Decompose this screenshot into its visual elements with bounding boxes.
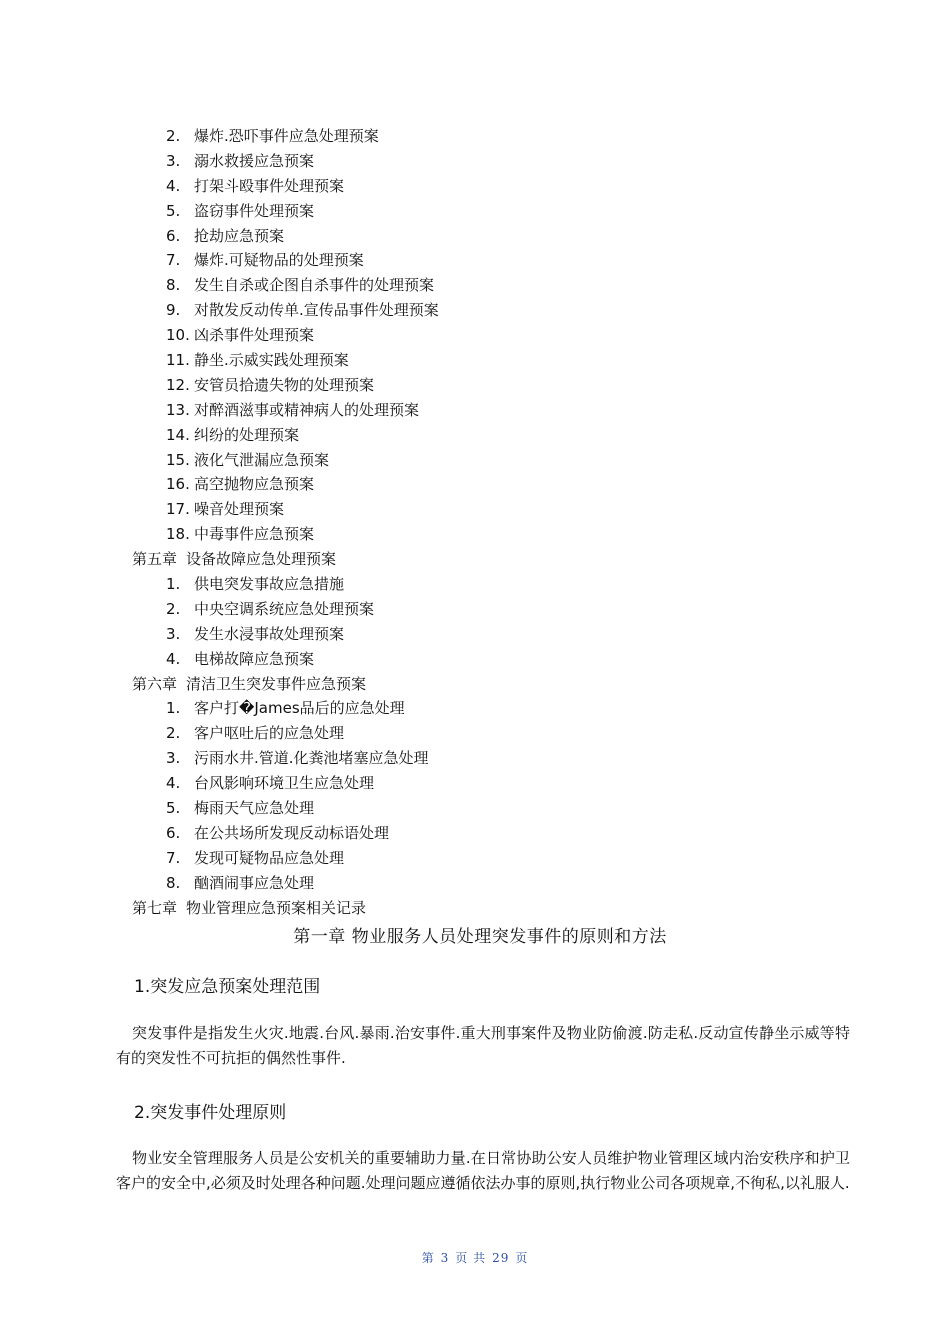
toc-item-line <box>0 323 950 348</box>
toc-item-title: 溺水救援应急预案 <box>194 151 315 170</box>
toc-item-line <box>0 572 950 597</box>
toc-item-line <box>0 174 950 199</box>
toc-item-title: 安管员拾遗失物的处理预案 <box>194 375 375 394</box>
toc-item-number: 10. <box>166 326 190 345</box>
toc-item-number: 9. <box>166 301 181 320</box>
toc-item-number: 12. <box>166 375 190 394</box>
toc-item-title: 爆炸.可疑物品的处理预案 <box>194 251 364 270</box>
toc-item-number: 5. <box>166 201 181 220</box>
toc-item-line <box>0 448 950 473</box>
toc-item-line <box>0 298 950 323</box>
toc-item-line <box>0 522 950 547</box>
toc-item-line <box>0 846 950 871</box>
toc-item-title: 打架斗殴事件处理预案 <box>194 176 345 195</box>
footer-prefix: 第 <box>421 1251 435 1265</box>
toc-item-title: 对醉酒滋事或精神病人的处理预案 <box>194 400 420 419</box>
toc-item-title: 凶杀事件处理预案 <box>194 326 315 345</box>
section-body-1: 突发事件是指发生火灾.地震.台风.暴雨.治安事件.重大刑事案件及物业防偷渡.防走私.反动宣传静坐示威等特有的突发性不可抗拒的偶然性事件. <box>116 1024 850 1067</box>
toc-item-title: 噪音处理预案 <box>194 500 285 519</box>
page-footer <box>0 1249 950 1266</box>
toc-item-line <box>0 398 950 423</box>
toc-chapter-number: 第五章 <box>132 550 178 569</box>
toc-item-number: 8. <box>166 873 181 892</box>
toc-item-line <box>0 224 950 249</box>
toc-item-number: 1. <box>166 575 181 594</box>
toc-item-title: 对散发反动传单.宣传品事件处理预案 <box>194 301 439 320</box>
toc-item-title: 电梯故障应急预案 <box>194 649 315 668</box>
toc-item-title: 中毒事件应急预案 <box>194 525 315 544</box>
toc-item-number: 7. <box>166 251 181 270</box>
toc-item-number: 2. <box>166 724 181 743</box>
toc-item-number: 17. <box>166 500 190 519</box>
section-heading-1: 1.突发应急预案处理范围 <box>134 977 321 997</box>
toc-item-title: 客户呕吐后的应急处理 <box>194 724 345 743</box>
toc-item-title: 液化气泄漏应急预案 <box>194 450 330 469</box>
toc-item-number: 5. <box>166 799 181 818</box>
toc-item-number: 16. <box>166 475 190 494</box>
toc-item-title: 客户打�James品后的应急处理 <box>194 699 405 718</box>
toc-item-line <box>0 746 950 771</box>
toc-item-title: 酗酒闹事应急处理 <box>194 873 315 892</box>
toc-item-number: 6. <box>166 823 181 842</box>
toc-item-title: 污雨水井.管道.化粪池堵塞应急处理 <box>194 749 429 768</box>
toc-item-title: 盗窃事件处理预案 <box>194 201 315 220</box>
toc-chapter-title: 设备故障应急处理预案 <box>186 550 337 569</box>
toc-item-title: 爆炸.恐吓事件应急处理预案 <box>194 127 379 145</box>
toc-item-line <box>0 647 950 672</box>
toc-item-title: 静坐.示威实践处理预案 <box>194 351 349 370</box>
toc-item-title: 纠纷的处理预案 <box>194 425 300 444</box>
footer-page-number: 3 <box>440 1251 450 1265</box>
toc-item-number: 18. <box>166 525 190 544</box>
toc-item-line <box>0 373 950 398</box>
toc-item-line <box>0 497 950 522</box>
toc-chapter-title: 物业管理应急预案相关记录 <box>186 898 367 917</box>
toc-item-title: 发生水浸事故处理预案 <box>194 624 345 643</box>
section-body-2: 物业安全管理服务人员是公安机关的重要辅助力量.在日常协助公安人员维护物业管理区域内治安秩序和护卫客户的安全中,必须及时处理各种问题.处理问题应遵循依法办事的原则,执行物业公司各项规章,不徇私,以礼服人. <box>116 1149 850 1192</box>
toc-chapter-number: 第六章 <box>132 674 178 693</box>
footer-total-pages: 29 <box>492 1251 510 1265</box>
toc-item-title: 梅雨天气应急处理 <box>194 799 315 818</box>
toc-item-title: 高空抛物应急预案 <box>194 475 315 494</box>
toc-item-title: 供电突发事故应急措施 <box>194 575 345 594</box>
chapter-title: 第一章 物业服务人员处理突发事件的原则和方法 <box>293 927 667 947</box>
toc-item-number: 3. <box>166 624 181 643</box>
toc-item-line <box>0 124 950 149</box>
toc-item-line <box>0 771 950 796</box>
toc-item-line <box>0 199 950 224</box>
toc-item-number: 15. <box>166 450 190 469</box>
toc-item-line <box>0 821 950 846</box>
toc-item-number: 2. <box>166 599 181 618</box>
footer-middle: 页 共 <box>455 1251 487 1265</box>
toc-item-line <box>0 472 950 497</box>
toc-item-line <box>0 597 950 622</box>
toc-item-number: 7. <box>166 848 181 867</box>
toc-item-title: 发生自杀或企图自杀事件的处理预案 <box>194 276 435 295</box>
toc-chapter-number: 第七章 <box>132 898 178 917</box>
toc-item-number: 14. <box>166 425 190 444</box>
toc-item-line <box>0 273 950 298</box>
toc-item-number: 4. <box>166 774 181 793</box>
toc-item-number: 2. <box>166 127 181 145</box>
toc-item-line <box>0 721 950 746</box>
toc-item-title: 发现可疑物品应急处理 <box>194 848 345 867</box>
toc-item-line <box>0 348 950 373</box>
toc-item-title: 在公共场所发现反动标语处理 <box>194 823 390 842</box>
toc-item-line <box>0 796 950 821</box>
toc-item-number: 4. <box>166 176 181 195</box>
toc-item-number: 3. <box>166 151 181 170</box>
toc-chapter-line <box>0 896 950 921</box>
toc-item-number: 13. <box>166 400 190 419</box>
toc-item-line <box>0 248 950 273</box>
table-of-contents <box>0 124 950 921</box>
footer-suffix: 页 <box>515 1251 529 1265</box>
toc-item-number: 1. <box>166 699 181 718</box>
toc-chapter-line <box>0 547 950 572</box>
toc-item-number: 11. <box>166 351 190 370</box>
toc-chapter-line <box>0 672 950 697</box>
toc-item-line <box>0 423 950 448</box>
toc-item-line <box>0 149 950 174</box>
toc-item-number: 3. <box>166 749 181 768</box>
toc-item-title: 抢劫应急预案 <box>194 226 285 245</box>
toc-item-title: 中央空调系统应急处理预案 <box>194 599 375 618</box>
toc-item-line <box>0 871 950 896</box>
toc-item-title: 台风影响环境卫生应急处理 <box>194 774 375 793</box>
section-heading-2: 2.突发事件处理原则 <box>134 1103 287 1123</box>
toc-item-number: 6. <box>166 226 181 245</box>
toc-chapter-title: 清洁卫生突发事件应急预案 <box>186 674 367 693</box>
toc-item-line <box>0 622 950 647</box>
toc-item-number: 4. <box>166 649 181 668</box>
toc-item-line <box>0 696 950 721</box>
toc-item-number: 8. <box>166 276 181 295</box>
